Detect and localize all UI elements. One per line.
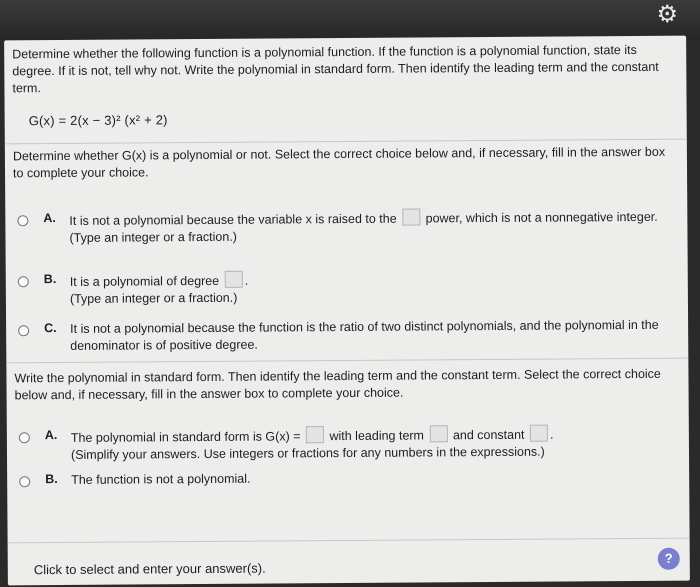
option-text: . [244, 273, 249, 288]
option-hint: (Type an integer or a fraction.) [69, 290, 238, 306]
divider [6, 358, 688, 364]
constant-box[interactable] [530, 425, 548, 442]
option-text: . [549, 427, 554, 442]
part1-prompt-text: Determine whether G(x) is a polynomial or not. Select the correct choice below and, if necessary, fill in the answer box to complete your choice. [12, 144, 666, 181]
part2-prompt-text: Write the polynomial in standard form. Then identify the leading term and the constant term. Select the correct choice below and, if necessary, fill in the answer box to complete your choice. [14, 366, 661, 403]
help-button[interactable]: ? [658, 548, 680, 570]
option-letter: B. [43, 272, 57, 287]
option-letter: A. [44, 428, 58, 443]
footer-instruction: Click to select and enter your answer(s). [33, 560, 266, 578]
top-bar [0, 0, 700, 40]
option-letter: A. [43, 211, 56, 226]
equation-block [13, 108, 679, 130]
problem-statement [12, 42, 678, 98]
option-letter: B. [45, 472, 58, 487]
radio-b[interactable] [18, 276, 29, 287]
option-hint: (Type an integer or a fraction.) [69, 229, 237, 245]
radio-a[interactable] [19, 432, 30, 443]
answer-box[interactable] [402, 208, 420, 225]
option-text: It is a polynomial of degree [69, 273, 220, 289]
option-text: and constant [452, 427, 525, 443]
leading-term-box[interactable] [429, 425, 447, 442]
option-letter: C. [44, 321, 57, 336]
option-text: It is not a polynomial because the function is the ratio of two distinct polynomials, and the polynomial in the denominator is of positive degree. [70, 317, 659, 353]
gear-icon[interactable]: ⚙ [656, 1, 678, 28]
option-text: The function is not a polynomial. [71, 471, 251, 487]
equation: G(x) = 2(x − 3)² (x² + 2) [28, 112, 168, 129]
degree-answer-box[interactable] [225, 271, 243, 288]
part2-prompt [14, 366, 680, 405]
divider [8, 538, 690, 544]
polynomial-answer-box[interactable] [306, 426, 324, 443]
instructions: Determine whether the following function is a polynomial function. If the function is a polynomial function, state its degree. If it is not, tell why not. Write the polynomial in standard form. Then identify the leading term and the constant term. [12, 42, 659, 96]
option-text: The polynomial in standard form is G(x) = [70, 429, 301, 445]
option-text: power, which is not a nonnegative integer. [425, 209, 658, 226]
part1-prompt [13, 144, 679, 183]
question-panel [4, 36, 690, 586]
option-hint: (Simplify your answers. Use integers or fractions for any numbers in the expressions.) [70, 444, 545, 462]
radio-b[interactable] [19, 476, 30, 487]
option-text: It is not a polynomial because the variable x is raised to the [69, 211, 397, 228]
radio-a[interactable] [17, 215, 28, 226]
option-text: with leading term [329, 428, 425, 444]
radio-c[interactable] [18, 325, 29, 336]
